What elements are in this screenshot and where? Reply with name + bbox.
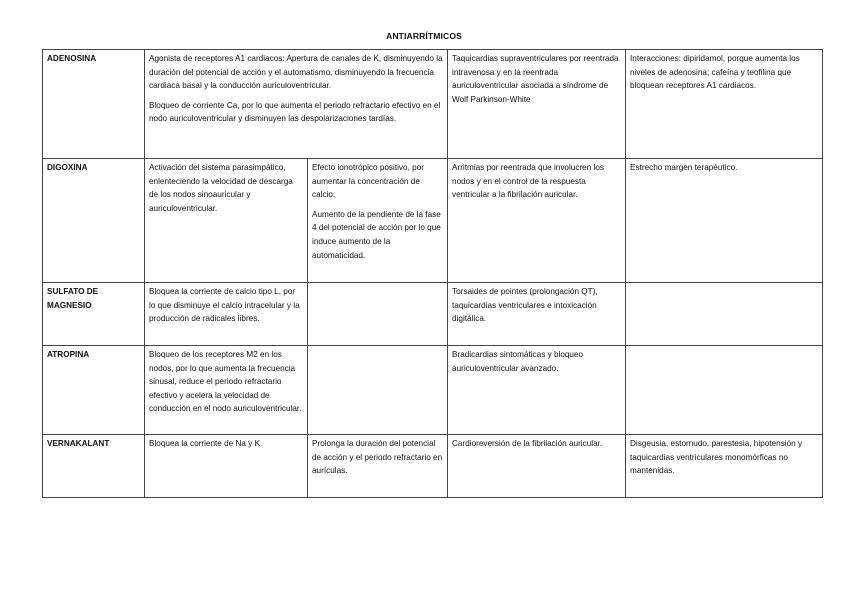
mechanism-cell: Activación del sistema parasimpático, enlenteciendo la velocidad de descarga de los nodos sinoauricular y auriculoventricular. xyxy=(145,159,308,283)
mechanism-paragraph: Aumento de la pendiente de la fase 4 del potencial de acción por lo que induce aumento de la automaticidad. xyxy=(312,209,441,260)
table-row xyxy=(43,435,823,498)
table-row xyxy=(43,159,823,283)
drug-name-cell: ADENOSINA xyxy=(43,50,145,159)
mechanism-cell: Bloqueo de los receptores M2 en los nodos, por lo que aumenta la frecuencia sinusal, reduce el periodo refractario efectivo y acelera la velocidad de conducción en el nodo auriculoventricular. xyxy=(145,346,308,435)
notes-cell: Estrecho margen terapéutico. xyxy=(626,159,823,283)
mechanism-secondary-cell xyxy=(308,346,448,435)
mechanism-paragraph: Efecto ionotrópico positivo, por aumentar la concentración de calcio. xyxy=(312,163,424,200)
indication-cell: Bradicardias sintomáticas y bloqueo auriculoventricular avanzado. xyxy=(448,346,626,435)
mechanism-secondary-cell xyxy=(308,159,448,283)
mechanism-cell xyxy=(145,50,448,159)
indication-cell: Torsaides de pointes (prolongación QT), taquicardias ventriculares e intoxicación digitálica. xyxy=(448,283,626,346)
mechanism-cell: Bloquea la corriente de Na y K. xyxy=(145,435,308,498)
table-row xyxy=(43,50,823,159)
indication-cell: Arritmias por reentrada que involucren los nodos y en el control de la respuesta ventricular a la fibrilación auricular. xyxy=(448,159,626,283)
notes-cell: Interacciones: dipiridamol, porque aumenta los niveles de adenosina; cafeína y teofilina que bloquean receptores A1 cardiacos. xyxy=(626,50,823,159)
drug-name-cell: VERNAKALANT xyxy=(43,435,145,498)
mechanism-secondary-cell xyxy=(308,283,448,346)
table-row xyxy=(43,283,823,346)
drug-name-line: SULFATO DE xyxy=(47,287,99,296)
mechanism-secondary-cell: Prolonga la duración del potencial de acción y el periodo refractario en aurículas. xyxy=(308,435,448,498)
notes-cell xyxy=(626,346,823,435)
drug-name-cell xyxy=(43,283,145,346)
drug-name-cell: ATROPINA xyxy=(43,346,145,435)
mechanism-cell: Bloquea la corriente de calcio tipo L, por lo que disminuye el calcio intracelular y la producción de radicales libres. xyxy=(145,283,308,346)
drug-name-cell: DIGOXINA xyxy=(43,159,145,283)
notes-cell: Disgeusia, estornudo, parestesia, hipotensión y taquicardias ventriculares monomórficas no mantenidas. xyxy=(626,435,823,498)
notes-cell xyxy=(626,283,823,346)
table-row xyxy=(43,346,823,435)
indication-cell: Cardioreversión de la fibrilación auricular. xyxy=(448,435,626,498)
mechanism-paragraph: Bloqueo de corriente Ca, por lo que aumenta el periodo refractario efectivo en el nodo auriculoventricular y disminuyen las despolarizaciones tardías. xyxy=(149,100,441,124)
page-title: ANTIARRÍTMICOS xyxy=(386,31,462,41)
antiarrhythmics-table xyxy=(42,49,823,498)
mechanism-paragraph: Agonista de receptores A1 cardiacos: Apertura de canales de K, disminuyendo la duración del potencial de acción y el automatismo, disminuyendo la frecuencia cardiaca basal y la conducción auriculoventricular. xyxy=(149,54,443,91)
indication-cell: Taquicardias supraventriculares por reentrada intravenosa y en la reentrada auriculoventricular asociada a síndrome de Wolf Parkinson-White xyxy=(448,50,626,159)
drug-name-line: MAGNESIO xyxy=(47,300,92,310)
